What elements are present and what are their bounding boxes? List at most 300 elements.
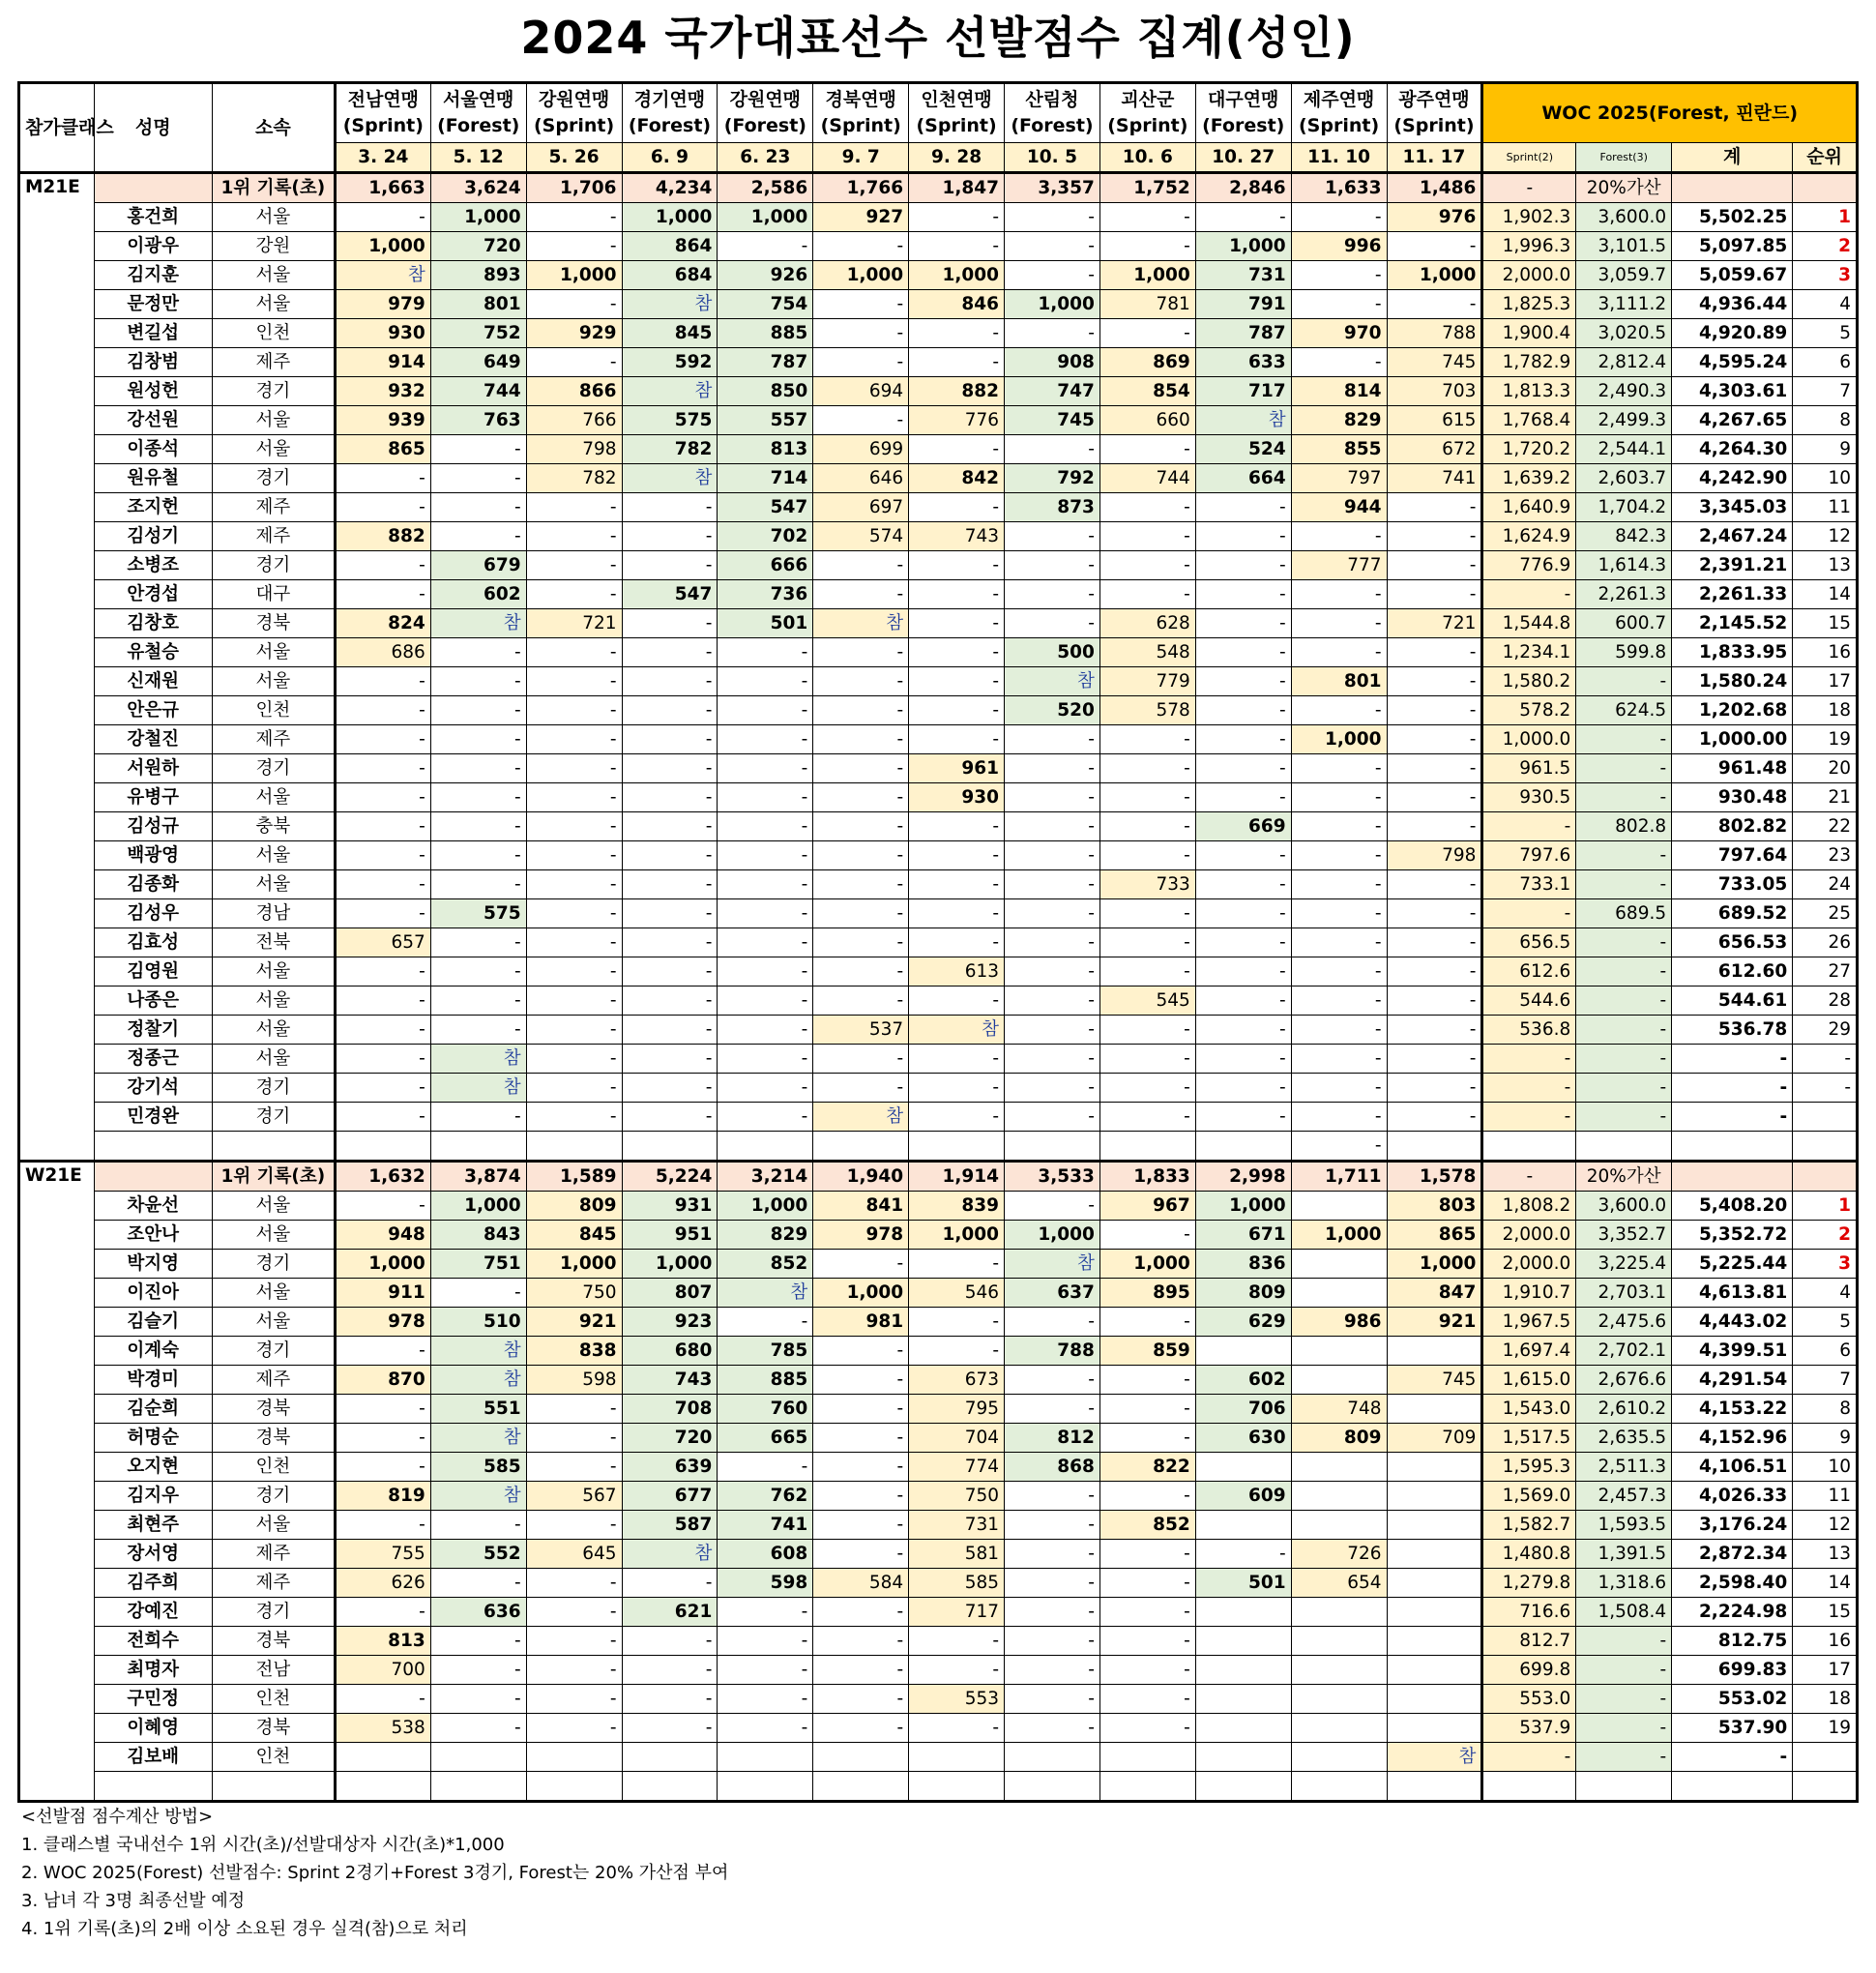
rank-value: 3 <box>1793 1250 1858 1279</box>
event-score <box>813 1132 909 1162</box>
event-score: - <box>335 551 430 580</box>
event-score <box>1387 1337 1482 1366</box>
event-name: 전남연맹 <box>347 89 420 110</box>
event-score: - <box>1005 899 1100 928</box>
event-score: - <box>622 667 718 696</box>
first-record-sprint: - <box>1482 1162 1576 1192</box>
event-score: - <box>909 725 1005 754</box>
woc-forest-score: - <box>1576 870 1672 899</box>
event-date: 11. 17 <box>1387 143 1482 173</box>
event-score: - <box>1099 957 1195 986</box>
woc-sprint-score: 656.5 <box>1482 928 1576 957</box>
athlete-affiliation: 서울 <box>212 1192 335 1221</box>
athlete-row <box>19 1045 1858 1074</box>
athlete-affiliation: 인천 <box>212 1453 335 1482</box>
event-score: 846 <box>909 290 1005 319</box>
athlete-row <box>19 1337 1858 1366</box>
event-score: 참 <box>622 1540 718 1569</box>
athlete-affiliation: 서울 <box>212 1511 335 1540</box>
woc-forest-score: - <box>1576 1016 1672 1045</box>
event-score: - <box>430 1627 526 1656</box>
total-score: 4,613.81 <box>1672 1279 1793 1308</box>
event-score: 859 <box>1099 1337 1195 1366</box>
woc-forest-score: 2,812.4 <box>1576 348 1672 377</box>
event-score: 921 <box>1387 1308 1482 1337</box>
event-score: 621 <box>622 1598 718 1627</box>
event-score: - <box>1387 928 1482 957</box>
event-score: 895 <box>1099 1279 1195 1308</box>
woc-forest-score: - <box>1576 1045 1672 1074</box>
event-score: - <box>1099 1395 1195 1424</box>
event-score: - <box>718 1656 813 1685</box>
woc-sprint-score: 1,544.8 <box>1482 609 1576 638</box>
woc-sprint-score: 1,480.8 <box>1482 1540 1576 1569</box>
event-score: - <box>813 1250 909 1279</box>
event-score: 979 <box>335 290 430 319</box>
athlete-row <box>19 1453 1858 1482</box>
woc-sprint-score: - <box>1482 580 1576 609</box>
event-score: - <box>430 493 526 522</box>
event-score: - <box>430 725 526 754</box>
athlete-name: 안은규 <box>94 696 212 725</box>
event-score: - <box>1099 435 1195 464</box>
rank-value: 5 <box>1793 319 1858 348</box>
event-score: - <box>1291 754 1387 783</box>
athlete-name: 김슬기 <box>94 1308 212 1337</box>
event-score: 782 <box>622 435 718 464</box>
athlete-row <box>19 464 1858 493</box>
athlete-affiliation: 서울 <box>212 1045 335 1074</box>
rank-value: - <box>1793 1074 1858 1103</box>
event-score: - <box>430 812 526 841</box>
event-date: 3. 24 <box>335 143 430 173</box>
event-score: 545 <box>1099 986 1195 1016</box>
woc-forest-score: - <box>1576 754 1672 783</box>
event-score: - <box>1387 696 1482 725</box>
woc-sprint-score: - <box>1482 1074 1576 1103</box>
event-score: - <box>813 319 909 348</box>
event-score: - <box>526 1714 622 1743</box>
rank-value: 9 <box>1793 1424 1858 1453</box>
event-score: - <box>1195 1074 1291 1103</box>
event-score: - <box>1195 725 1291 754</box>
event-score: 575 <box>430 899 526 928</box>
rank-value: 19 <box>1793 725 1858 754</box>
event-score: - <box>718 754 813 783</box>
event-score: - <box>1195 493 1291 522</box>
total-score: 812.75 <box>1672 1627 1793 1656</box>
event-score <box>1291 1598 1387 1627</box>
event-score: 615 <box>1387 406 1482 435</box>
event-score <box>1005 1772 1100 1802</box>
event-score: - <box>813 1366 909 1395</box>
event-score: - <box>526 928 622 957</box>
event-score: 참 <box>430 1424 526 1453</box>
event-score: 1,000 <box>1387 1250 1482 1279</box>
event-score: 754 <box>718 290 813 319</box>
total-score: 4,595.24 <box>1672 348 1793 377</box>
event-score <box>1195 1714 1291 1743</box>
event-score: 741 <box>1387 464 1482 493</box>
woc-sprint-score: - <box>1482 1103 1576 1132</box>
total-score: 4,936.44 <box>1672 290 1793 319</box>
event-score: - <box>1099 1482 1195 1511</box>
event-score <box>526 1132 622 1162</box>
event-score <box>1195 1627 1291 1656</box>
athlete-name: 백광영 <box>94 841 212 870</box>
event-header <box>909 83 1005 143</box>
event-score: - <box>1005 1045 1100 1074</box>
woc-sprint-score: 2,000.0 <box>1482 261 1576 290</box>
event-score: 551 <box>430 1395 526 1424</box>
event-score <box>1005 1132 1100 1162</box>
athlete-affiliation: 경북 <box>212 1714 335 1743</box>
event-score: - <box>622 638 718 667</box>
event-score: - <box>1291 928 1387 957</box>
event-score: - <box>1099 812 1195 841</box>
event-score: 708 <box>622 1395 718 1424</box>
rank-value: 26 <box>1793 928 1858 957</box>
woc-forest-score: 3,101.5 <box>1576 232 1672 261</box>
event-score: - <box>526 1656 622 1685</box>
event-score: - <box>1005 870 1100 899</box>
athlete-affiliation: 인천 <box>212 1685 335 1714</box>
event-score: 665 <box>718 1424 813 1453</box>
woc-forest-score: - <box>1576 957 1672 986</box>
woc-sprint-score: 537.9 <box>1482 1714 1576 1743</box>
athlete-name: 김종화 <box>94 870 212 899</box>
woc-forest-score: - <box>1576 783 1672 812</box>
athlete-affiliation: 서울 <box>212 1279 335 1308</box>
total-score: 2,872.34 <box>1672 1540 1793 1569</box>
event-score: - <box>1195 580 1291 609</box>
event-score: 633 <box>1195 348 1291 377</box>
event-score: - <box>335 1453 430 1482</box>
athlete-row <box>19 1103 1858 1132</box>
event-score: 1,000 <box>909 261 1005 290</box>
event-score: 751 <box>430 1250 526 1279</box>
event-score: 923 <box>622 1308 718 1337</box>
total-score: 961.48 <box>1672 754 1793 783</box>
woc-forest-score: 600.7 <box>1576 609 1672 638</box>
event-score: - <box>526 754 622 783</box>
event-score: - <box>526 957 622 986</box>
athlete-row <box>19 1540 1858 1569</box>
event-header <box>1387 83 1482 143</box>
event-type: (Sprint) <box>916 115 997 136</box>
event-score: 677 <box>622 1482 718 1511</box>
event-score: 706 <box>1195 1395 1291 1424</box>
event-score: - <box>1099 1308 1195 1337</box>
woc-sprint-score: 733.1 <box>1482 870 1576 899</box>
event-score: - <box>1005 1103 1100 1132</box>
event-score: - <box>813 812 909 841</box>
event-date: 9. 28 <box>909 143 1005 173</box>
event-score: - <box>718 1453 813 1482</box>
total-score: 1,580.24 <box>1672 667 1793 696</box>
event-score: 참 <box>1005 667 1100 696</box>
athlete-row <box>19 1221 1858 1250</box>
woc-forest-score: 802.8 <box>1576 812 1672 841</box>
event-score: - <box>430 986 526 1016</box>
woc-forest-score: - <box>1576 1743 1672 1772</box>
event-name: 강원연맹 <box>729 89 802 110</box>
athlete-affiliation: 경기 <box>212 1482 335 1511</box>
event-score: - <box>526 580 622 609</box>
event-score: - <box>909 609 1005 638</box>
athlete-name: 차윤선 <box>94 1192 212 1221</box>
event-score: - <box>430 1103 526 1132</box>
woc-sprint-score: 1,720.2 <box>1482 435 1576 464</box>
event-score: 1,000 <box>622 203 718 232</box>
event-score: - <box>813 406 909 435</box>
event-header <box>1005 83 1100 143</box>
woc-forest-score: 2,603.7 <box>1576 464 1672 493</box>
woc-forest-score: 689.5 <box>1576 899 1672 928</box>
event-score: 944 <box>1291 493 1387 522</box>
event-score: - <box>1387 493 1482 522</box>
event-date: 6. 9 <box>622 143 718 173</box>
event-score: - <box>335 986 430 1016</box>
first-record-time: 1,486 <box>1387 173 1482 203</box>
event-score: - <box>718 638 813 667</box>
event-score: - <box>335 1192 430 1221</box>
event-score: 731 <box>909 1511 1005 1540</box>
event-score: 798 <box>1387 841 1482 870</box>
event-score: - <box>1291 986 1387 1016</box>
total-score <box>1672 1772 1793 1802</box>
event-score: 1,000 <box>1005 290 1100 319</box>
event-score: 885 <box>718 1366 813 1395</box>
event-score: - <box>430 1279 526 1308</box>
event-score: 788 <box>1387 319 1482 348</box>
event-score: 951 <box>622 1221 718 1250</box>
event-score: - <box>1195 754 1291 783</box>
event-score: - <box>335 899 430 928</box>
athlete-row <box>19 609 1858 638</box>
athlete-row <box>19 754 1858 783</box>
rank-value: 19 <box>1793 1714 1858 1743</box>
event-score: 참 <box>430 1045 526 1074</box>
athlete-name: 정종근 <box>94 1045 212 1074</box>
event-score <box>1387 1482 1482 1511</box>
event-score: - <box>622 986 718 1016</box>
event-score <box>335 1132 430 1162</box>
event-score: - <box>1291 870 1387 899</box>
athlete-affiliation: 경북 <box>212 1424 335 1453</box>
event-score: 885 <box>718 319 813 348</box>
athlete-row <box>19 1569 1858 1598</box>
event-score: - <box>1387 725 1482 754</box>
athlete-name: 구민정 <box>94 1685 212 1714</box>
event-score: - <box>335 841 430 870</box>
event-score: - <box>622 493 718 522</box>
event-score: 766 <box>526 406 622 435</box>
event-score: 671 <box>1195 1221 1291 1250</box>
first-record-total <box>1672 1162 1793 1192</box>
woc-sprint-score: 1,768.4 <box>1482 406 1576 435</box>
athlete-row <box>19 261 1858 290</box>
event-score: - <box>1005 1511 1100 1540</box>
athlete-affiliation: 전북 <box>212 928 335 957</box>
event-score: 741 <box>718 1511 813 1540</box>
event-score: - <box>430 783 526 812</box>
event-score: 809 <box>526 1192 622 1221</box>
athlete-name: 오지현 <box>94 1453 212 1482</box>
woc-forest-score: 2,610.2 <box>1576 1395 1672 1424</box>
event-score: - <box>526 493 622 522</box>
event-score: 970 <box>1291 319 1387 348</box>
event-score: 930 <box>909 783 1005 812</box>
event-score: 684 <box>622 261 718 290</box>
total-score: 5,408.20 <box>1672 1192 1793 1221</box>
event-score: 552 <box>430 1540 526 1569</box>
athlete-row <box>19 899 1858 928</box>
event-score: 585 <box>909 1569 1005 1598</box>
event-score: - <box>813 899 909 928</box>
event-score: 608 <box>718 1540 813 1569</box>
event-score: 717 <box>1195 377 1291 406</box>
event-score: - <box>1005 783 1100 812</box>
woc-sprint-score: 1,813.3 <box>1482 377 1576 406</box>
event-score: - <box>813 1482 909 1511</box>
athlete-name: 강예진 <box>94 1598 212 1627</box>
event-score: - <box>718 1308 813 1337</box>
event-score: 547 <box>622 580 718 609</box>
athlete-affiliation: 경북 <box>212 1395 335 1424</box>
event-score: 822 <box>1099 1453 1195 1482</box>
woc-sprint-score: 812.7 <box>1482 1627 1576 1656</box>
event-score: - <box>718 841 813 870</box>
event-score: 501 <box>1195 1569 1291 1598</box>
woc-forest-score: - <box>1576 986 1672 1016</box>
event-score: - <box>526 812 622 841</box>
rank-value: 14 <box>1793 1569 1858 1598</box>
event-header <box>526 83 622 143</box>
athlete-row <box>19 1685 1858 1714</box>
event-score: 931 <box>622 1192 718 1221</box>
athlete-affiliation: 서울 <box>212 435 335 464</box>
event-score: - <box>335 783 430 812</box>
event-score: 882 <box>909 377 1005 406</box>
rank-value: 12 <box>1793 1511 1858 1540</box>
event-score: - <box>430 522 526 551</box>
note-item: 4. 1위 기록(초)의 2배 이상 소요된 경우 실격(참)으로 처리 <box>21 1919 468 1939</box>
athlete-name: 유철승 <box>94 638 212 667</box>
event-score: 814 <box>1291 377 1387 406</box>
event-score: 842 <box>909 464 1005 493</box>
event-score: - <box>526 1424 622 1453</box>
event-header <box>1099 83 1195 143</box>
rank-value: 16 <box>1793 638 1858 667</box>
event-score: - <box>1005 725 1100 754</box>
event-score: - <box>813 1074 909 1103</box>
event-score: - <box>1195 986 1291 1016</box>
event-score: - <box>1387 1016 1482 1045</box>
event-header <box>1291 83 1387 143</box>
total-score: 2,598.40 <box>1672 1569 1793 1598</box>
athlete-affiliation: 서울 <box>212 667 335 696</box>
woc-sprint-score: 536.8 <box>1482 1016 1576 1045</box>
event-score: - <box>526 986 622 1016</box>
event-score: - <box>1005 812 1100 841</box>
total-score: 537.90 <box>1672 1714 1793 1743</box>
event-score: - <box>1387 899 1482 928</box>
class-label: M21E <box>19 173 95 1162</box>
first-record-time: 2,586 <box>718 173 813 203</box>
event-score: 929 <box>526 319 622 348</box>
event-score <box>622 1132 718 1162</box>
event-score: - <box>1387 580 1482 609</box>
total-score <box>1672 1132 1793 1162</box>
event-score: 602 <box>1195 1366 1291 1395</box>
event-score: 참 <box>718 1279 813 1308</box>
event-score: - <box>526 1511 622 1540</box>
event-date: 11. 10 <box>1291 143 1387 173</box>
event-score: 546 <box>909 1279 1005 1308</box>
event-score: - <box>526 1453 622 1482</box>
event-score <box>718 1743 813 1772</box>
event-score: - <box>622 1016 718 1045</box>
event-header <box>813 83 909 143</box>
event-score <box>909 1132 1005 1162</box>
event-score: - <box>335 957 430 986</box>
rank-value <box>1793 1772 1858 1802</box>
event-score: 720 <box>430 232 526 261</box>
rank-value: 2 <box>1793 1221 1858 1250</box>
rank-value: 6 <box>1793 1337 1858 1366</box>
event-score: 809 <box>1291 1424 1387 1453</box>
event-score <box>335 1772 430 1802</box>
event-type: (Forest) <box>437 115 520 136</box>
total-score: - <box>1672 1045 1793 1074</box>
event-score: 948 <box>335 1221 430 1250</box>
athlete-affiliation: 경북 <box>212 1627 335 1656</box>
athlete-affiliation: 경북 <box>212 609 335 638</box>
event-score: 574 <box>813 522 909 551</box>
event-score: - <box>813 232 909 261</box>
event-name: 제주연맹 <box>1303 89 1375 110</box>
event-score: 787 <box>718 348 813 377</box>
event-score <box>1195 1685 1291 1714</box>
woc-sprint-score <box>1482 1772 1576 1802</box>
page-title: 2024 국가대표선수 선발점수 집계(성인) <box>520 12 1356 64</box>
athlete-affiliation: 서울 <box>212 261 335 290</box>
sprint2-header: Sprint(2) <box>1482 143 1576 173</box>
event-score <box>1195 1132 1291 1162</box>
athlete-row <box>19 783 1858 812</box>
event-name: 산림청 <box>1025 89 1079 110</box>
first-record-time: 3,533 <box>1005 1162 1100 1192</box>
event-score: - <box>430 696 526 725</box>
event-score <box>1291 1656 1387 1685</box>
first-record-time: 5,224 <box>622 1162 718 1192</box>
total-score: 4,152.96 <box>1672 1424 1793 1453</box>
event-score: - <box>813 348 909 377</box>
event-score: - <box>526 1598 622 1627</box>
event-score: - <box>1005 1192 1100 1221</box>
woc-forest-score: - <box>1576 1656 1672 1685</box>
total-score: 4,106.51 <box>1672 1453 1793 1482</box>
event-score: 1,000 <box>718 1192 813 1221</box>
woc-forest-score: - <box>1576 928 1672 957</box>
athlete-affiliation: 경기 <box>212 464 335 493</box>
event-score: 801 <box>1291 667 1387 696</box>
event-score: - <box>430 638 526 667</box>
rank-value: 12 <box>1793 522 1858 551</box>
event-score: - <box>909 841 1005 870</box>
event-score: 736 <box>718 580 813 609</box>
